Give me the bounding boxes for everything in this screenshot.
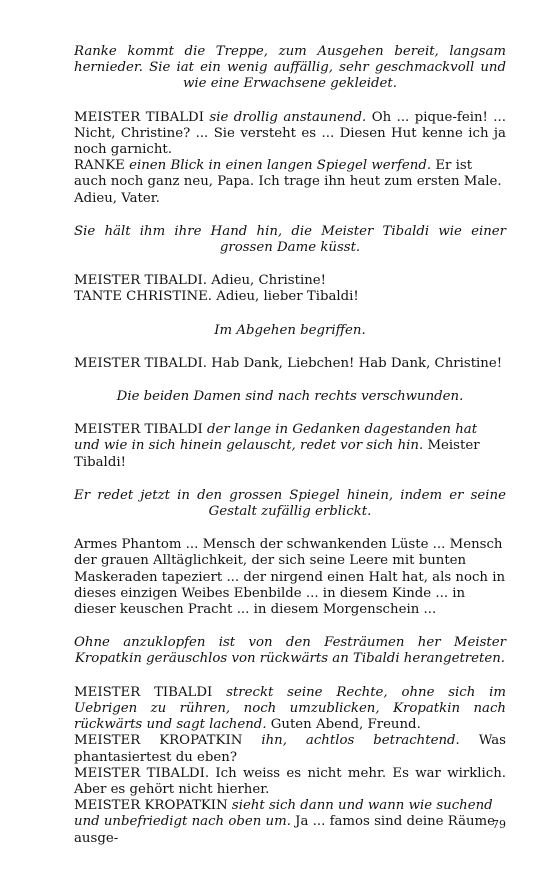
block-gap — [74, 618, 506, 635]
stage-direction: Er redet jetzt in den grossen Spiegel hinein, indem er seine Gestalt zufällig erblickt. — [74, 487, 506, 520]
speaker-name: MEISTER KROPATKIN — [74, 733, 243, 749]
spoken-text: Hab Dank, Liebchen! Hab Dank, Christine! — [211, 355, 503, 371]
block-gap — [74, 668, 506, 685]
dialogue-line — [74, 537, 506, 618]
block-gap — [74, 256, 506, 273]
dialogue-line — [74, 356, 506, 372]
spoken-text: Oh ... pique-fein! ... Nicht, Christine? ... Sie versteht es ... Diesen Hut kenne ich ja noch garnicht. — [74, 109, 506, 158]
dialogue-block — [74, 110, 506, 207]
block-gap — [74, 339, 506, 356]
stage-direction: Im Abgehen begriffen. — [214, 322, 366, 338]
dialogue-line — [74, 110, 506, 159]
speaker-name: MEISTER TIBALDI — [74, 684, 213, 700]
speaker-name: TANTE CHRISTINE. — [74, 289, 213, 305]
spoken-text: Was phantasiertest du eben? — [74, 733, 506, 765]
spoken-text: Meister Tibaldi! — [74, 438, 480, 470]
block-gap — [74, 405, 506, 422]
block-gap — [74, 471, 506, 488]
dialogue-line — [74, 685, 506, 734]
inline-stage-direction: der lange in Gedanken dagestanden hat und wie in sich hinein gelauscht, redet vor sich hin. — [74, 422, 478, 454]
spoken-text: Guten Abend, Freund. — [270, 717, 421, 733]
dialogue-line — [74, 289, 506, 305]
inline-stage-direction: einen Blick in einen langen Spiegel werfend. — [129, 158, 432, 174]
stage-direction: Die beiden Damen sind nach rechts verschwunden. — [116, 389, 464, 405]
spoken-text: Er ist auch noch ganz neu, Papa. Ich trage ihn heut zum ersten Male. Adieu, Vater. — [74, 158, 502, 206]
spoken-text: Adieu, lieber Tibaldi! — [216, 289, 359, 305]
inline-stage-direction: ihn, achtlos betrachtend. — [261, 733, 460, 749]
speaker-name: RANKE — [74, 158, 125, 174]
spoken-text: Ja ... famos sind deine Räume ausge- — [74, 814, 496, 846]
page-number: 79 — [492, 818, 506, 831]
block-gap — [74, 372, 506, 389]
block-gap — [74, 207, 506, 224]
speaker-name: MEISTER TIBALDI — [74, 422, 203, 438]
dialogue-line — [74, 422, 506, 471]
stage-direction: Ranke kommt die Treppe, zum Ausgehen bereit, langsam hernieder. Sie iat ein wenig auffällig, sehr geschmackvoll und wie eine Erwachsene gekleidet. — [74, 44, 506, 92]
speaker-name: MEISTER TIBALDI. — [74, 355, 207, 371]
dialogue-line — [74, 158, 506, 207]
dialogue-block — [74, 273, 506, 305]
stage-direction: Ohne anzuklopfen ist von den Festräumen her Meister Kropatkin geräuschlos von rückwärts an Tibaldi herangetreten. — [74, 635, 506, 667]
stage-direction: Sie hält ihm ihre Hand hin, die Meister Tibaldi wie einer grossen Dame küsst. — [74, 223, 506, 256]
dialogue-line — [74, 733, 506, 765]
spoken-text: Adieu, Christine! — [211, 273, 326, 289]
block-gap — [74, 93, 506, 110]
speaker-name: MEISTER TIBALDI. — [74, 765, 210, 781]
block-gap — [74, 520, 506, 537]
speaker-name: MEISTER TIBALDI — [74, 109, 204, 125]
dialogue-block — [74, 422, 506, 471]
spoken-text: Ich weiss es nicht mehr. Es war wirklich. Aber es gehört nicht hierher. — [74, 765, 507, 797]
document-page — [74, 44, 506, 847]
block-gap — [74, 306, 506, 323]
inline-stage-direction: streckt seine Rechte, ohne sich im Uebrigen zu rühren, noch umzublicken, Kropatkin nach rückwärts und sagt lachend. — [74, 684, 506, 733]
dialogue-block — [74, 356, 506, 372]
dialogue-block — [74, 537, 506, 618]
inline-stage-direction: sieht sich dann und wann wie suchend und unbefriedigt nach oben um. — [74, 798, 493, 830]
spoken-text: Armes Phantom ... Mensch der schwankenden Lüste ... Mensch der grauen Alltäglichkeit, der sich seine Leere mit bunten Maskeraden tapeziert ... der nirgend einen Halt hat, als noch in dieses einzigen Weibes Ebenbilde ... in diesem Kinde ... in dieser keuschen Pracht ... in diesem Morgenschein ... — [74, 537, 506, 618]
dialogue-line — [74, 766, 506, 798]
speaker-name: MEISTER KROPATKIN — [74, 798, 228, 814]
dialogue-line — [74, 273, 506, 289]
inline-stage-direction: sie drollig anstaunend. — [209, 109, 367, 125]
speaker-name: MEISTER TIBALDI. — [74, 273, 207, 289]
